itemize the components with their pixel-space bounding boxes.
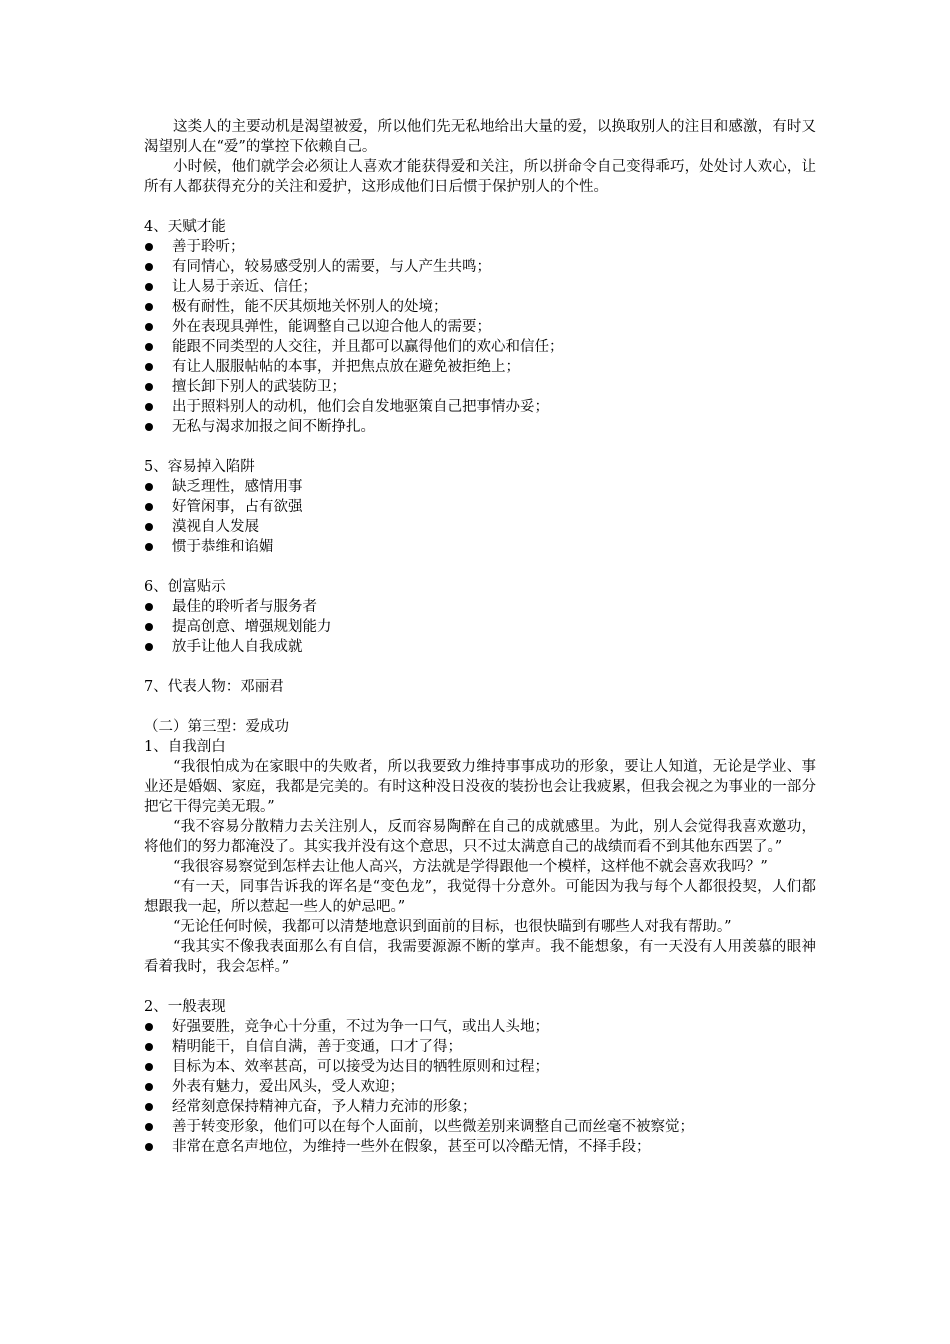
list-item-text: 外表有魅力，爱出风头，受人欢迎； xyxy=(172,1079,404,1095)
quote-paragraph: “有一天，同事告诉我的诨名是“变色龙”，我觉得十分意外。可能因为我与每个人都很投契，人们都想跟我一起，所以惹起一些人的妒忌吧。” xyxy=(144,879,816,915)
list-item-text: 提高创意、增强规划能力 xyxy=(172,619,332,635)
list-item-text: 漠视自人发展 xyxy=(172,519,259,535)
list-item-text: 善于聆听； xyxy=(172,239,245,255)
list-item xyxy=(144,617,816,637)
bullet-icon xyxy=(145,543,153,551)
list-item-text: 有让人服服帖帖的本事，并把焦点放在避免被拒绝上； xyxy=(172,359,520,375)
list-item xyxy=(144,377,816,397)
list-item xyxy=(144,1017,816,1037)
list-item-text: 出于照料别人的动机，他们会自发地驱策自己把事情办妥； xyxy=(172,399,549,415)
bullet-icon xyxy=(145,1043,153,1051)
list-item-text: 极有耐性，能不厌其烦地关怀别人的处境； xyxy=(172,299,448,315)
list-item-text: 目标为本、效率甚高，可以接受为达目的牺牲原则和过程； xyxy=(172,1059,549,1075)
bullet-icon xyxy=(145,1063,153,1071)
bullet-icon xyxy=(145,403,153,411)
list-item xyxy=(144,277,816,297)
list-item xyxy=(144,1037,816,1057)
bullet-icon xyxy=(145,483,153,491)
list-item-text: 让人易于亲近、信任； xyxy=(172,279,317,295)
list-item xyxy=(144,397,816,417)
bullet-icon xyxy=(145,523,153,531)
bullet-icon xyxy=(145,323,153,331)
quote-paragraph: “我很容易察觉到怎样去让他人高兴，方法就是学得跟他一个模样，这样他不就会喜欢我吗？” xyxy=(173,859,768,875)
list-item xyxy=(144,1097,816,1117)
bullet-icon xyxy=(145,1123,153,1131)
spacer xyxy=(144,557,816,577)
quote-paragraph: “我不容易分散精力去关注别人，反而容易陶醉在自己的成就感里。为此，别人会觉得我喜欢邀功，将他们的努力都淹没了。其实我并没有这个意思，只不过太满意自己的战绩而看不到其他东西罢了。” xyxy=(144,819,816,855)
document-page xyxy=(144,117,816,1157)
list-item xyxy=(144,537,816,557)
spacer xyxy=(144,657,816,677)
representative-heading: 7、代表人物：邓丽君 xyxy=(144,679,284,695)
list-item xyxy=(144,1137,816,1157)
bullet-icon xyxy=(145,643,153,651)
list-item xyxy=(144,337,816,357)
intro-paragraph-1: 这类人的主要动机是渴望被爱，所以他们先无私地给出大量的爱，以换取别人的注目和感激，有时又渴望别人在“爱”的掌控下依赖自己。 xyxy=(144,119,816,155)
bullet-icon xyxy=(145,243,153,251)
traps-list xyxy=(144,477,816,557)
bullet-icon xyxy=(145,603,153,611)
list-item xyxy=(144,357,816,377)
list-item xyxy=(144,517,816,537)
list-item xyxy=(144,497,816,517)
list-item-text: 放手让他人自我成就 xyxy=(172,639,303,655)
list-item-text: 有同情心，较易感受别人的需要，与人产生共鸣； xyxy=(172,259,491,275)
list-item-text: 善于转变形象，他们可以在每个人面前，以些微差别来调整自己而丝毫不被察觉； xyxy=(172,1119,694,1135)
bullet-icon xyxy=(145,1143,153,1151)
list-item xyxy=(144,1057,816,1077)
list-item xyxy=(144,297,816,317)
list-item xyxy=(144,237,816,257)
list-item xyxy=(144,637,816,657)
tips-heading: 6、创富贴示 xyxy=(144,579,226,595)
list-item xyxy=(144,417,816,437)
talents-list xyxy=(144,237,816,437)
bullet-icon xyxy=(145,503,153,511)
list-item-text: 能跟不同类型的人交往，并且都可以赢得他们的欢心和信任； xyxy=(172,339,564,355)
list-item-text: 外在表现具弹性，能调整自己以迎合他人的需要； xyxy=(172,319,491,335)
list-item-text: 缺乏理性，感情用事 xyxy=(172,479,303,495)
bullet-icon xyxy=(145,423,153,431)
traps-heading: 5、容易掉入陷阱 xyxy=(144,459,255,475)
list-item-text: 非常在意名声地位，为维持一些外在假象，甚至可以冷酷无情，不择手段； xyxy=(172,1139,651,1155)
spacer xyxy=(144,197,816,217)
type3-title: （二）第三型：爱成功 xyxy=(144,719,289,735)
quote-paragraph: “我很怕成为在家眼中的失败者，所以我要致力维持事事成功的形象，要让人知道，无论是学业、事业还是婚姻、家庭，我都是完美的。有时这种没日没夜的装扮也会让我疲累，但我会视之为事业的一部分把它干得完美无瑕。” xyxy=(144,759,816,815)
list-item-text: 无私与渴求加报之间不断挣扎。 xyxy=(172,419,375,435)
bullet-icon xyxy=(145,303,153,311)
list-item-text: 好强要胜，竞争心十分重，不过为争一口气，或出人头地； xyxy=(172,1019,549,1035)
list-item xyxy=(144,257,816,277)
bullet-icon xyxy=(145,1023,153,1031)
spacer xyxy=(144,697,816,717)
tips-list xyxy=(144,597,816,657)
list-item xyxy=(144,597,816,617)
spacer xyxy=(144,437,816,457)
list-item xyxy=(144,1117,816,1137)
list-item-text: 擅长卸下别人的武装防卫； xyxy=(172,379,346,395)
bullet-icon xyxy=(145,283,153,291)
bullet-icon xyxy=(145,623,153,631)
list-item-text: 精明能干，自信自满，善于变通，口才了得； xyxy=(172,1039,462,1055)
quote-paragraph: “我其实不像我表面那么有自信，我需要源源不断的掌声。我不能想象，有一天没有人用羡慕的眼神看着我时，我会怎样。” xyxy=(144,939,816,975)
list-item xyxy=(144,317,816,337)
list-item-text: 好管闲事，占有欲强 xyxy=(172,499,303,515)
bullet-icon xyxy=(145,263,153,271)
self-analysis-heading: 1、自我剖白 xyxy=(144,739,226,755)
quote-paragraph: “无论任何时候，我都可以清楚地意识到面前的目标，也很快瞄到有哪些人对我有帮助。” xyxy=(173,919,732,935)
bullet-icon xyxy=(145,343,153,351)
intro-paragraph-2: 小时候，他们就学会必须让人喜欢才能获得爱和关注，所以拼命令自己变得乖巧，处处讨人欢心，让所有人都获得充分的关注和爱护，这形成他们日后惯于保护别人的个性。 xyxy=(144,159,816,195)
talents-heading: 4、天赋才能 xyxy=(144,219,226,235)
list-item-text: 惯于恭维和谄媚 xyxy=(172,539,274,555)
list-item-text: 最佳的聆听者与服务者 xyxy=(172,599,317,615)
bullet-icon xyxy=(145,1083,153,1091)
bullet-icon xyxy=(145,363,153,371)
general-heading: 2、一般表现 xyxy=(144,999,226,1015)
list-item xyxy=(144,1077,816,1097)
spacer xyxy=(144,977,816,997)
bullet-icon xyxy=(145,383,153,391)
general-list xyxy=(144,1017,816,1157)
bullet-icon xyxy=(145,1103,153,1111)
list-item-text: 经常刻意保持精神亢奋，予人精力充沛的形象； xyxy=(172,1099,477,1115)
list-item xyxy=(144,477,816,497)
